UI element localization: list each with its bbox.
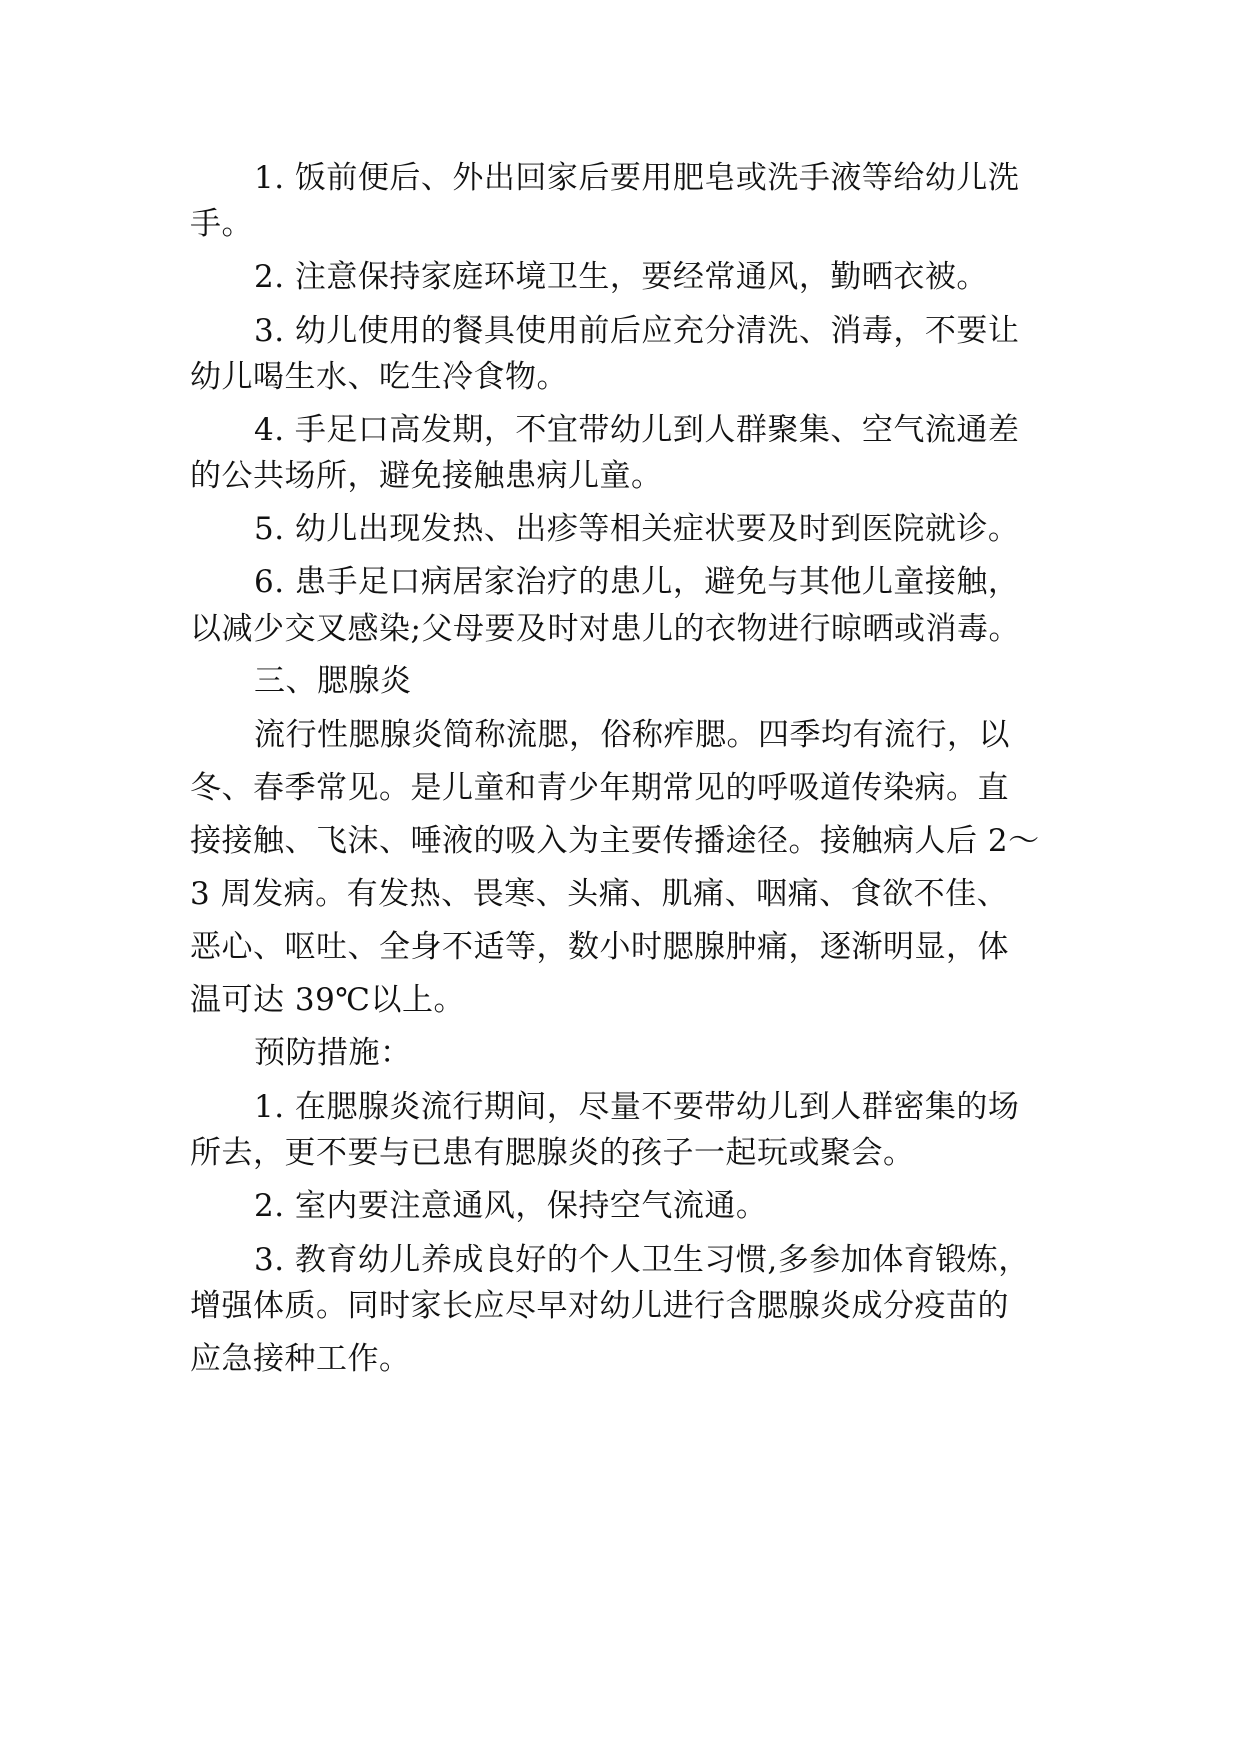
paragraph-crowds-line-2: 所去，更不要与已患有腮腺炎的孩子一起玩或聚会。 [190,1135,915,1171]
paragraph-outbreak-line-2: 的公共场所，避免接触患病儿童。 [190,458,663,494]
paragraph-education-line-2: 增强体质。同时家长应尽早对幼儿进行含腮腺炎成分疫苗的 [190,1288,1009,1324]
paragraph-hygiene: 2. 注意保持家庭环境卫生，要经常通风，勤晒衣被。 [254,259,988,295]
paragraph-mumps-line-2: 冬、春季常见。是儿童和青少年期常见的呼吸道传染病。直 [190,770,1009,806]
paragraph-mumps-line-5: 恶心、呕吐、全身不适等，数小时腮腺肿痛，逐渐明显，体 [190,929,1009,965]
paragraph-mumps-line-3: 接接触、飞沫、唾液的吸入为主要传播途径。接触病人后 2～ [190,823,1040,859]
paragraph-education-line-3: 应急接种工作。 [190,1341,411,1377]
paragraph-education-line-1: 3. 教育幼儿养成良好的个人卫生习惯,多参加体育锻炼， [254,1242,1030,1278]
paragraph-home-care-line-2: 以减少交叉感染;父母要及时对患儿的衣物进行晾晒或消毒。 [190,611,1020,647]
paragraph-mumps-line-4: 3 周发病。有发热、畏寒、头痛、肌痛、咽痛、食欲不佳、 [190,876,1009,912]
paragraph-tableware-line-2: 幼儿喝生水、吃生冷食物。 [190,359,568,395]
paragraph-handwash-line-2: 手。 [190,206,253,242]
paragraph-outbreak-line-1: 4. 手足口高发期，不宜带幼儿到人群聚集、空气流通差 [254,412,1020,448]
paragraph-handwash-line-1: 1. 饭前便后、外出回家后要用肥皂或洗手液等给幼儿洗 [254,160,1020,196]
section-heading-mumps: 三、腮腺炎 [254,663,412,699]
paragraph-ventilation: 2. 室内要注意通风，保持空气流通。 [254,1188,768,1224]
paragraph-mumps-line-1: 流行性腮腺炎简称流腮，俗称痄腮。四季均有流行，以 [254,717,1010,753]
paragraph-crowds-line-1: 1. 在腮腺炎流行期间，尽量不要带幼儿到人群密集的场 [254,1089,1020,1125]
paragraph-tableware-line-1: 3. 幼儿使用的餐具使用前后应充分清洗、消毒，不要让 [254,313,1020,349]
subheading-prevention: 预防措施： [254,1035,412,1071]
paragraph-mumps-line-6: 温可达 39℃以上。 [190,982,465,1018]
paragraph-symptoms: 5. 幼儿出现发热、出疹等相关症状要及时到医院就诊。 [254,511,1020,547]
paragraph-home-care-line-1: 6. 患手足口病居家治疗的患儿，避免与其他儿童接触， [254,564,1020,600]
